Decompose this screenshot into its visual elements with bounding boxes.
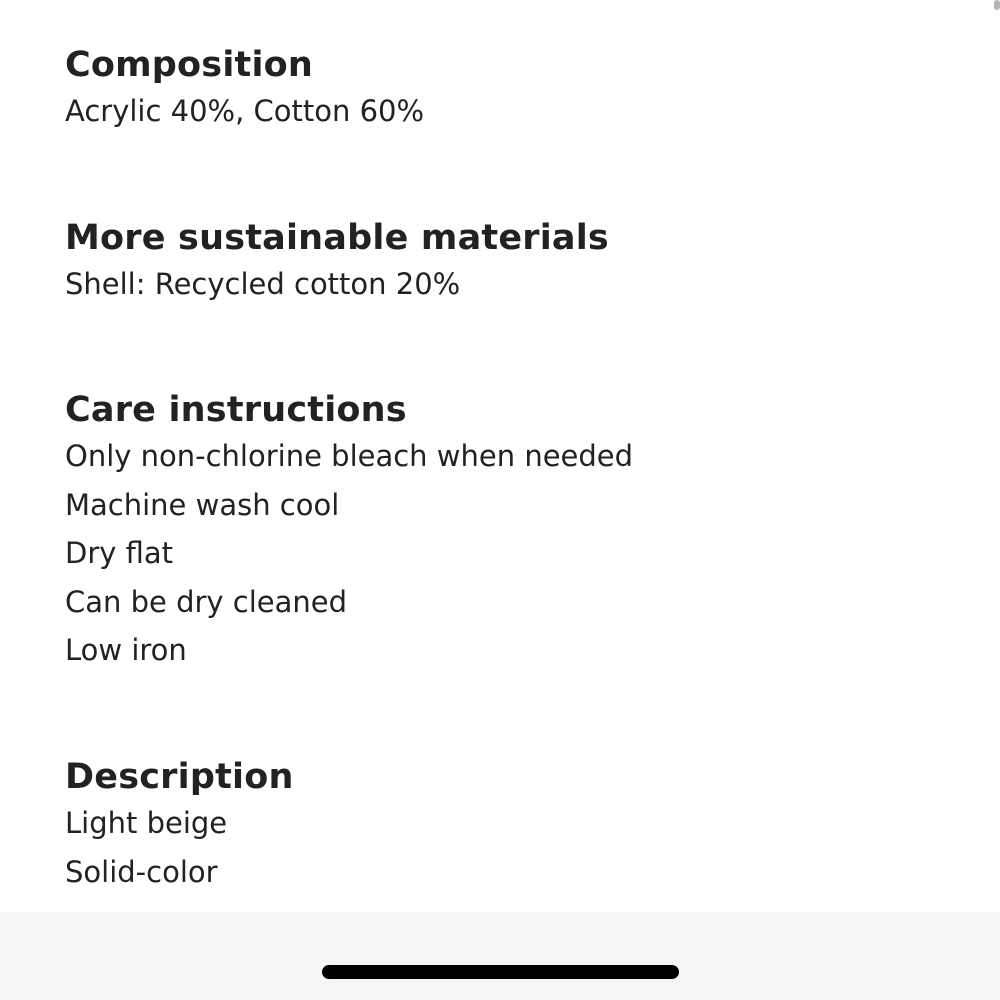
sustainable-materials-line: Shell: Recycled cotton 20% (65, 267, 461, 301)
sustainable-materials-section (65, 216, 965, 309)
care-instruction-item: Can be dry cleaned (65, 584, 348, 619)
description-line: Solid-color (65, 854, 218, 889)
home-indicator[interactable] (322, 965, 679, 979)
description-section (65, 755, 965, 896)
composition-heading: Composition (65, 45, 314, 85)
bottom-safe-area (0, 912, 1000, 1000)
description-line: Light beige (65, 806, 228, 840)
care-instruction-item: Low iron (65, 633, 187, 667)
sustainable-materials-heading: More sustainable materials (65, 218, 609, 258)
care-instructions-heading: Care instructions (65, 390, 407, 430)
care-instruction-item: Machine wash cool (65, 487, 340, 522)
care-instructions-section (65, 388, 965, 675)
care-instruction-item: Dry flat (65, 536, 174, 570)
scrollbar-thumb[interactable] (994, 0, 1000, 10)
description-heading: Description (65, 757, 294, 797)
composition-line: Acrylic 40%, Cotton 60% (65, 94, 425, 128)
care-instruction-item: Only non-chlorine bleach when needed (65, 439, 634, 473)
composition-section (65, 43, 965, 136)
